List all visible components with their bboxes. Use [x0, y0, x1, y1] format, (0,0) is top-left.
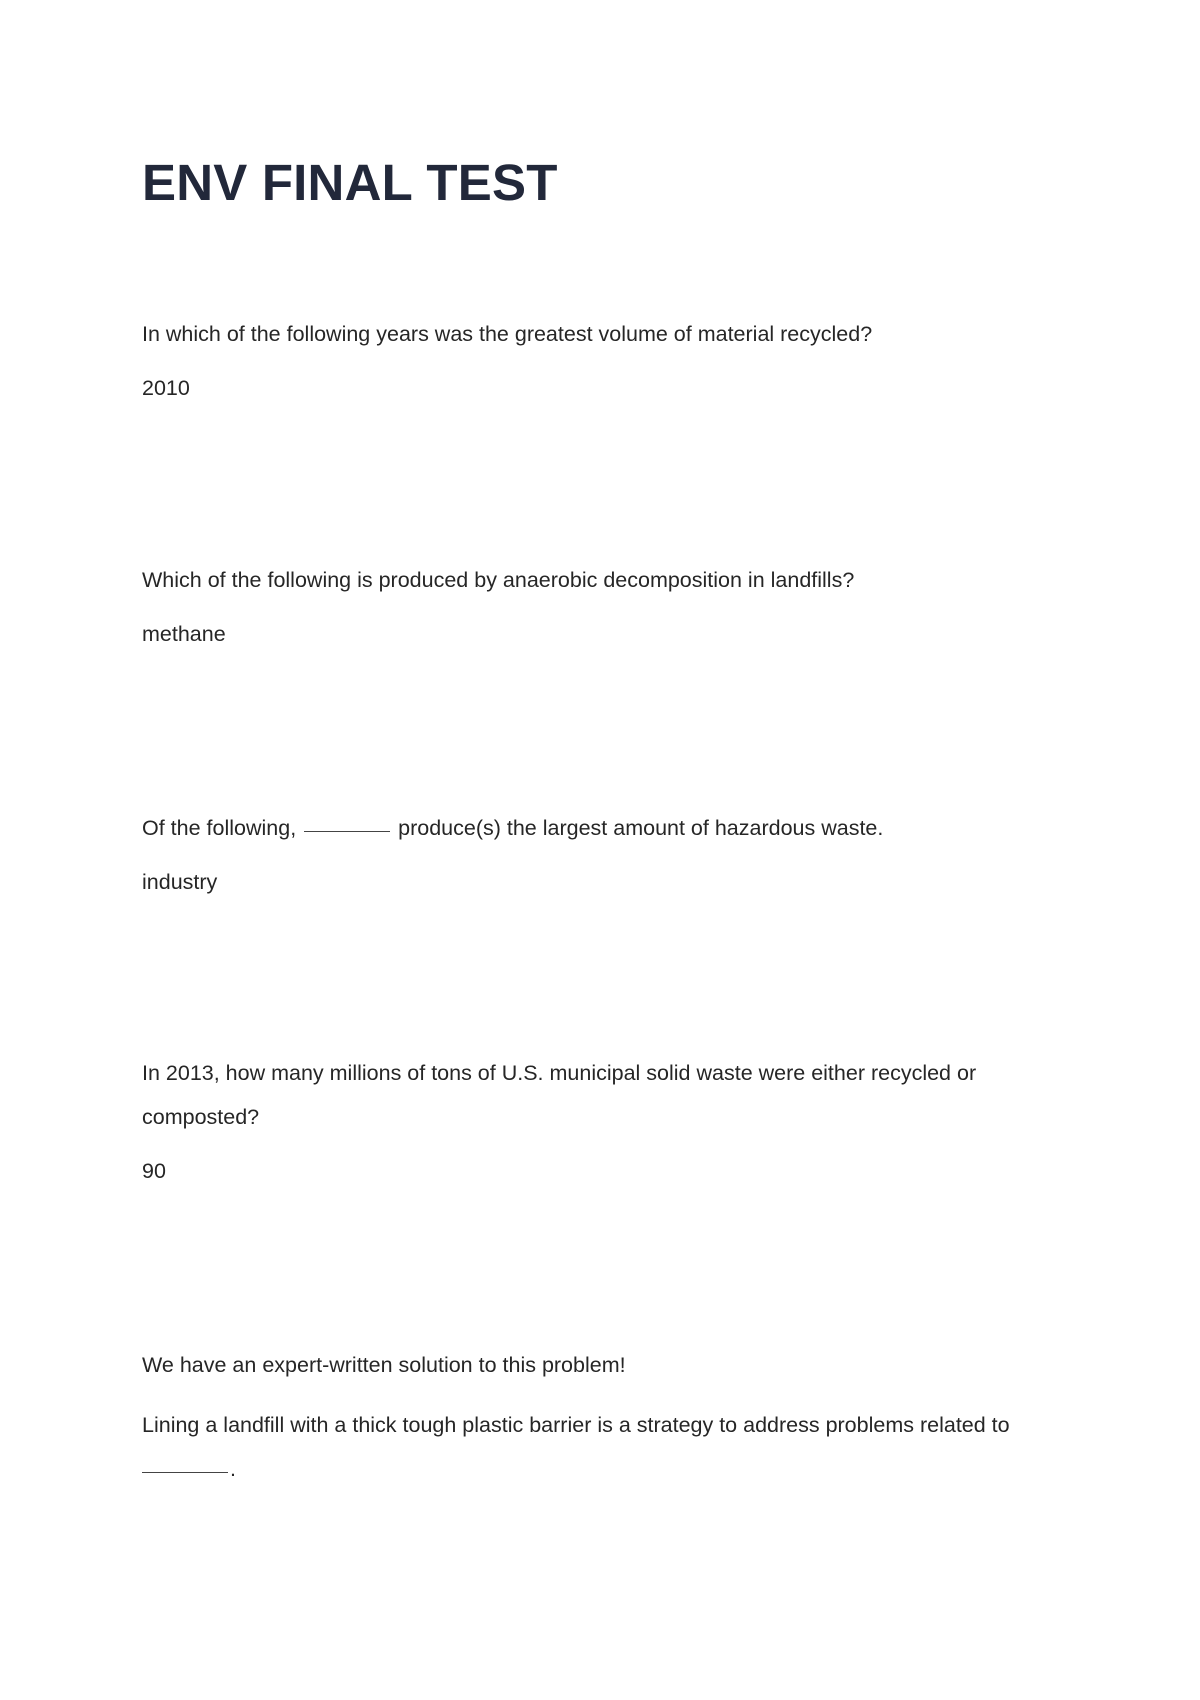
- question-text-start: Of the following,: [142, 816, 297, 840]
- answer-text: industry: [142, 870, 218, 894]
- question-block: [142, 806, 1042, 896]
- question-text: In 2013, how many millions of tons of U.S. municipal solid waste were either recycled or composted?: [142, 1061, 977, 1129]
- fill-in-blank: [304, 831, 390, 832]
- question-block: [142, 558, 1042, 648]
- answer-text: methane: [142, 622, 226, 646]
- question-text: In which of the following years was the greatest volume of material recycled?: [142, 322, 873, 346]
- fill-in-blank: [142, 1472, 228, 1473]
- answer-text: 90: [142, 1159, 166, 1183]
- question-text-end: produce(s) the largest amount of hazardous waste.: [398, 816, 884, 840]
- answer-text: 2010: [142, 376, 190, 400]
- question-block: [142, 1343, 1042, 1491]
- question-text: Which of the following is produced by anaerobic decomposition in landfills?: [142, 568, 855, 592]
- question-block: [142, 312, 1042, 402]
- question-text: [142, 1403, 1042, 1491]
- question-text-end: .: [230, 1457, 236, 1481]
- question-text: [142, 806, 1042, 850]
- solution-notice: We have an expert-written solution to this problem!: [142, 1353, 626, 1377]
- document-title: ENV FINAL TEST: [142, 154, 558, 211]
- question-text-start: Lining a landfill with a thick tough plastic barrier is a strategy to address problems related to: [142, 1413, 1010, 1437]
- question-block: [142, 1051, 1042, 1185]
